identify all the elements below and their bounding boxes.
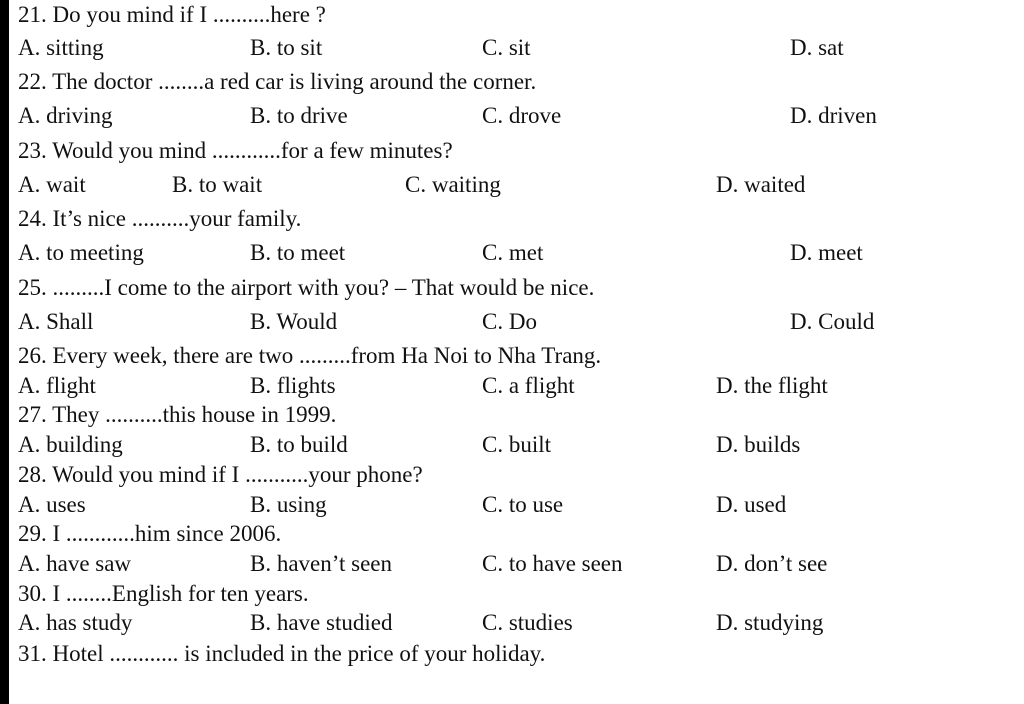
option-29-a: A. have saw (18, 551, 132, 576)
option-27-c: C. built (482, 432, 552, 457)
option-24-c: C. met (482, 240, 544, 265)
option-22-c: C. drove (482, 103, 562, 128)
option-22-a: A. driving (18, 103, 113, 128)
option-27-a: A. building (18, 432, 123, 457)
question-26: 26. Every week, there are two .........from Ha Noi to Nha Trang. (18, 343, 602, 368)
option-27-b: B. to build (250, 432, 348, 457)
question-21: 21. Do you mind if I ..........here ? (18, 2, 326, 27)
option-21-a: A. sitting (18, 35, 104, 60)
question-27: 27. They ..........this house in 1999. (18, 402, 337, 427)
option-30-d: D. studying (716, 610, 824, 635)
option-23-d: D. waited (716, 172, 806, 197)
question-24: 24. It’s nice ..........your family. (18, 206, 302, 231)
option-29-c: C. to have seen (482, 551, 623, 576)
option-28-b: B. using (250, 492, 327, 517)
option-28-d: D. used (716, 492, 787, 517)
option-23-c: C. waiting (405, 172, 501, 197)
option-26-a: A. flight (18, 373, 96, 398)
question-25: 25. .........I come to the airport with you? – That would be nice. (18, 275, 595, 300)
option-21-c: C. sit (482, 35, 531, 60)
option-26-d: D. the flight (716, 373, 828, 398)
option-25-a: A. Shall (18, 309, 94, 334)
option-24-a: A. to meeting (18, 240, 144, 265)
left-edge-bar (0, 0, 9, 704)
option-24-b: B. to meet (250, 240, 346, 265)
option-23-b: B. to wait (172, 172, 263, 197)
option-23-a: A. wait (18, 172, 86, 197)
option-22-d: D. driven (790, 103, 877, 128)
question-23: 23. Would you mind ............for a few minutes? (18, 138, 453, 163)
question-30: 30. I ........English for ten years. (18, 581, 309, 606)
option-29-b: B. haven’t seen (250, 551, 393, 576)
question-28: 28. Would you mind if I ...........your phone? (18, 462, 423, 487)
option-25-b: B. Would (250, 309, 338, 334)
option-25-d: D. Could (790, 309, 875, 334)
option-27-d: D. builds (716, 432, 801, 457)
option-24-d: D. meet (790, 240, 863, 265)
option-29-d: D. don’t see (716, 551, 828, 576)
question-31: 31. Hotel ............ is included in the price of your holiday. (18, 641, 546, 666)
option-21-b: B. to sit (250, 35, 323, 60)
option-26-c: C. a flight (482, 373, 575, 398)
option-21-d: D. sat (790, 35, 844, 60)
option-28-a: A. uses (18, 492, 86, 517)
option-30-c: C. studies (482, 610, 573, 635)
option-30-a: A. has study (18, 610, 133, 635)
question-29: 29. I ............him since 2006. (18, 521, 282, 546)
option-25-c: C. Do (482, 309, 537, 334)
option-30-b: B. have studied (250, 610, 393, 635)
question-22: 22. The doctor ........a red car is living around the corner. (18, 69, 537, 94)
option-22-b: B. to drive (250, 103, 348, 128)
option-28-c: C. to use (482, 492, 564, 517)
option-26-b: B. flights (250, 373, 336, 398)
